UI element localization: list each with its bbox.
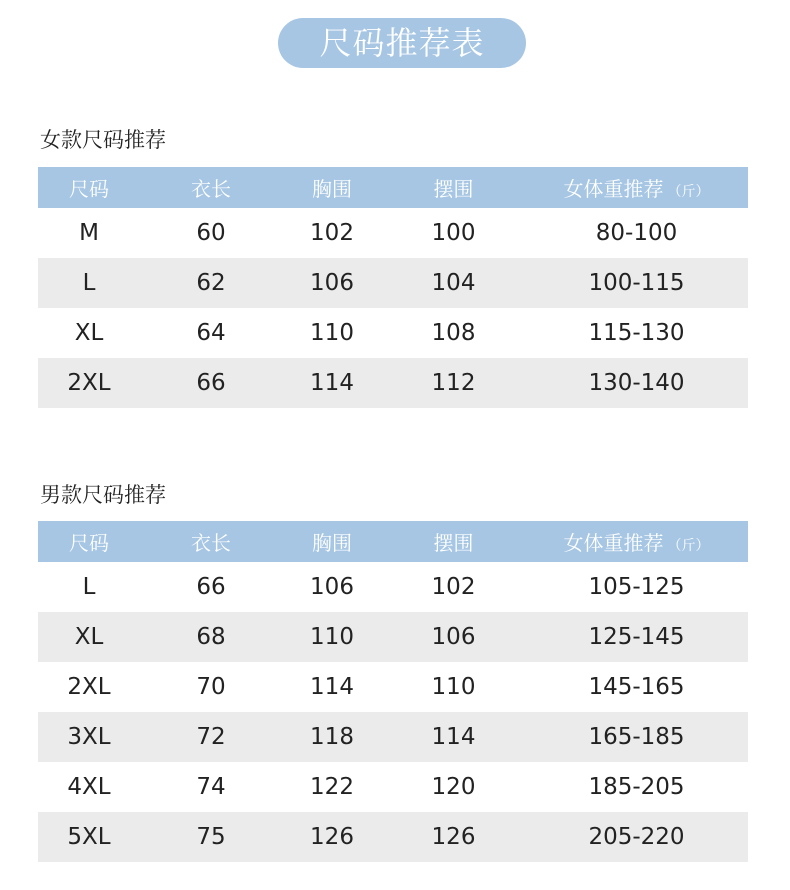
table-row: [38, 358, 748, 408]
cell-hem: 110: [431, 674, 476, 700]
cell-weight: 80-100: [595, 220, 678, 246]
cell-chest: 110: [310, 624, 354, 650]
cell-length: 68: [196, 624, 226, 650]
cell-size: L: [82, 574, 96, 600]
header-weight-unit: （斤）: [667, 538, 710, 554]
table-row: [38, 308, 748, 358]
cell-weight: 100-115: [588, 270, 685, 296]
table-row: [38, 562, 748, 612]
cell-hem: 114: [431, 724, 476, 750]
header-size: 尺码: [69, 531, 109, 555]
cell-hem: 104: [431, 270, 476, 296]
cell-size: 5XL: [67, 824, 111, 850]
header-chest: 胸围: [312, 531, 352, 555]
table-row: [38, 612, 748, 662]
cell-size: XL: [74, 624, 104, 650]
cell-chest: 106: [310, 574, 354, 600]
header-weight-label: 女体重推荐: [563, 177, 664, 201]
table-row: [38, 762, 748, 812]
cell-chest: 106: [310, 270, 354, 296]
table-header-row: [38, 521, 748, 562]
page-title: 尺码推荐表: [278, 18, 526, 68]
cell-hem: 108: [431, 320, 476, 346]
cell-length: 70: [196, 674, 226, 700]
header-length: 衣长: [191, 177, 231, 201]
cell-hem: 126: [431, 824, 476, 850]
header-size: 尺码: [69, 177, 109, 201]
table-row: [38, 712, 748, 762]
cell-weight: 185-205: [588, 774, 685, 800]
men-size-table: [38, 521, 748, 862]
header-weight-unit: （斤）: [667, 184, 710, 200]
cell-size: 2XL: [67, 674, 111, 700]
cell-size: M: [79, 220, 99, 246]
table-row: [38, 812, 748, 862]
cell-weight: 115-130: [588, 320, 685, 346]
cell-length: 60: [196, 220, 226, 246]
cell-length: 62: [196, 270, 226, 296]
table-row: [38, 662, 748, 712]
cell-size: L: [82, 270, 96, 296]
cell-length: 72: [196, 724, 226, 750]
cell-hem: 112: [431, 370, 476, 396]
cell-weight: 165-185: [588, 724, 685, 750]
women-size-table: [38, 167, 748, 408]
cell-weight: 130-140: [588, 370, 685, 396]
cell-length: 64: [196, 320, 226, 346]
cell-length: 66: [196, 370, 226, 396]
cell-chest: 114: [310, 674, 354, 700]
cell-size: 2XL: [67, 370, 111, 396]
cell-size: 3XL: [67, 724, 111, 750]
table-row: [38, 258, 748, 308]
cell-weight: 105-125: [588, 574, 685, 600]
cell-chest: 118: [310, 724, 354, 750]
cell-chest: 114: [310, 370, 354, 396]
header-chest: 胸围: [312, 177, 352, 201]
women-section-title: 女款尺码推荐: [40, 128, 166, 152]
cell-hem: 102: [431, 574, 476, 600]
header-hem: 摆围: [433, 531, 474, 555]
cell-chest: 122: [310, 774, 354, 800]
header-weight: [525, 527, 748, 556]
table-header-row: [38, 167, 748, 208]
cell-weight: 125-145: [588, 624, 685, 650]
cell-length: 74: [196, 774, 226, 800]
cell-chest: 110: [310, 320, 354, 346]
cell-weight: 145-165: [588, 674, 685, 700]
header-weight: [525, 173, 748, 202]
cell-size: 4XL: [67, 774, 111, 800]
header-weight-label: 女体重推荐: [563, 531, 664, 555]
header-hem: 摆围: [433, 177, 474, 201]
cell-chest: 102: [310, 220, 354, 246]
cell-hem: 120: [431, 774, 476, 800]
header-length: 衣长: [191, 531, 231, 555]
cell-length: 75: [196, 824, 226, 850]
men-section-title: 男款尺码推荐: [40, 483, 166, 507]
cell-chest: 126: [310, 824, 354, 850]
table-row: [38, 208, 748, 258]
cell-weight: 205-220: [588, 824, 685, 850]
cell-hem: 106: [431, 624, 476, 650]
cell-length: 66: [196, 574, 226, 600]
cell-size: XL: [74, 320, 104, 346]
cell-hem: 100: [431, 220, 476, 246]
